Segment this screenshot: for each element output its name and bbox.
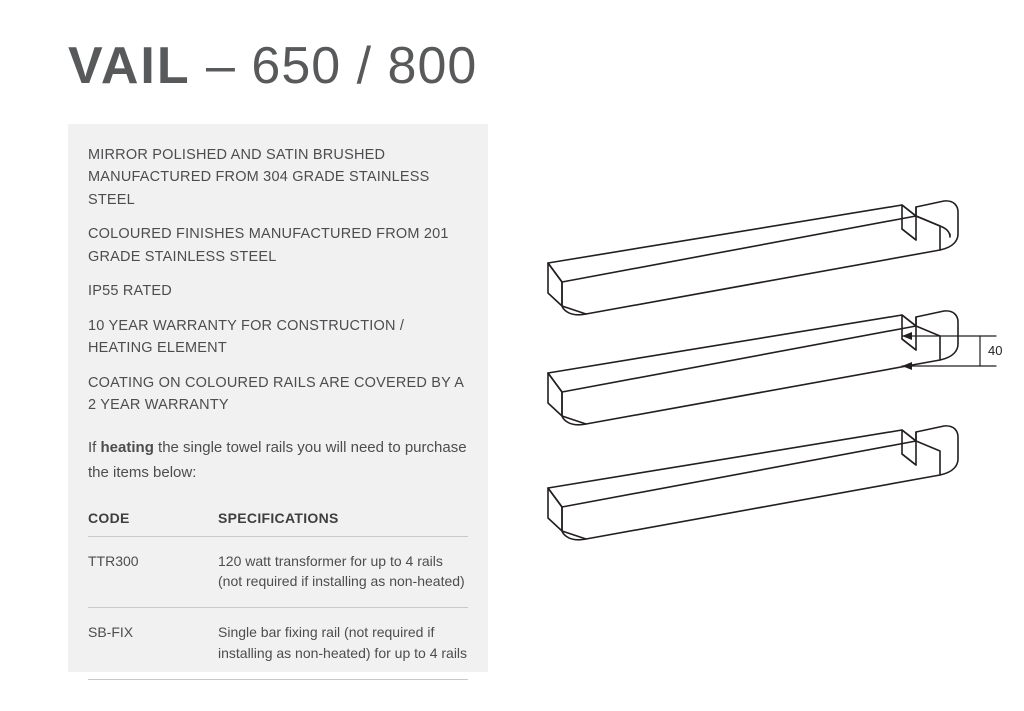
towel-rail-top: [548, 201, 958, 315]
column-header-specifications: SPECIFICATIONS: [218, 506, 468, 537]
towel-rail-bottom: [548, 426, 958, 540]
page-title: [68, 36, 477, 96]
cell-specification: Single bar fixing rail (not required if installing as non-heated) for up to 4 rails: [218, 608, 468, 680]
spec-list: [88, 144, 468, 417]
page-title-dash: –: [206, 37, 236, 95]
column-header-code: CODE: [88, 506, 218, 537]
list-item: COATING ON COLOURED RAILS ARE COVERED BY A 2 YEAR WARRANTY: [88, 374, 464, 414]
heating-note: [88, 435, 468, 486]
list-item: 10 YEAR WARRANTY FOR CONSTRUCTION / HEATING ELEMENT: [88, 317, 405, 357]
product-illustration: [510, 150, 1020, 570]
list-item: IP55 RATED: [88, 283, 172, 300]
table-body: [88, 536, 468, 679]
towel-rail-drawing: [510, 150, 1020, 570]
cell-code: TTR300: [88, 536, 218, 608]
table-row: [88, 536, 468, 608]
table-row: [88, 608, 468, 680]
heating-note-prefix: If: [88, 438, 101, 456]
cell-specification: 120 watt transformer for up to 4 rails (not required if installing as non-heated): [218, 536, 468, 608]
spec-panel-content: [88, 144, 468, 680]
page-title-sizes: 650 / 800: [251, 37, 478, 95]
heating-note-emphasis: heating: [100, 438, 154, 456]
spec-panel: [68, 124, 488, 672]
accessories-table: [88, 506, 468, 680]
page-title-model: VAIL: [68, 37, 191, 95]
table-head: [88, 506, 468, 537]
list-item: MIRROR POLISHED AND SATIN BRUSHED MANUFACTURED FROM 304 GRADE STAINLESS STEEL: [88, 147, 430, 208]
heating-note-suffix: the single towel rails you will need to purchase the items below:: [88, 438, 467, 482]
table-header-row: [88, 506, 468, 537]
towel-rail-middle: [548, 311, 958, 425]
cell-code: SB-FIX: [88, 608, 218, 680]
dimension-label-40: 40: [988, 343, 1003, 358]
list-item: COLOURED FINISHES MANUFACTURED FROM 201 GRADE STAINLESS STEEL: [88, 226, 449, 265]
